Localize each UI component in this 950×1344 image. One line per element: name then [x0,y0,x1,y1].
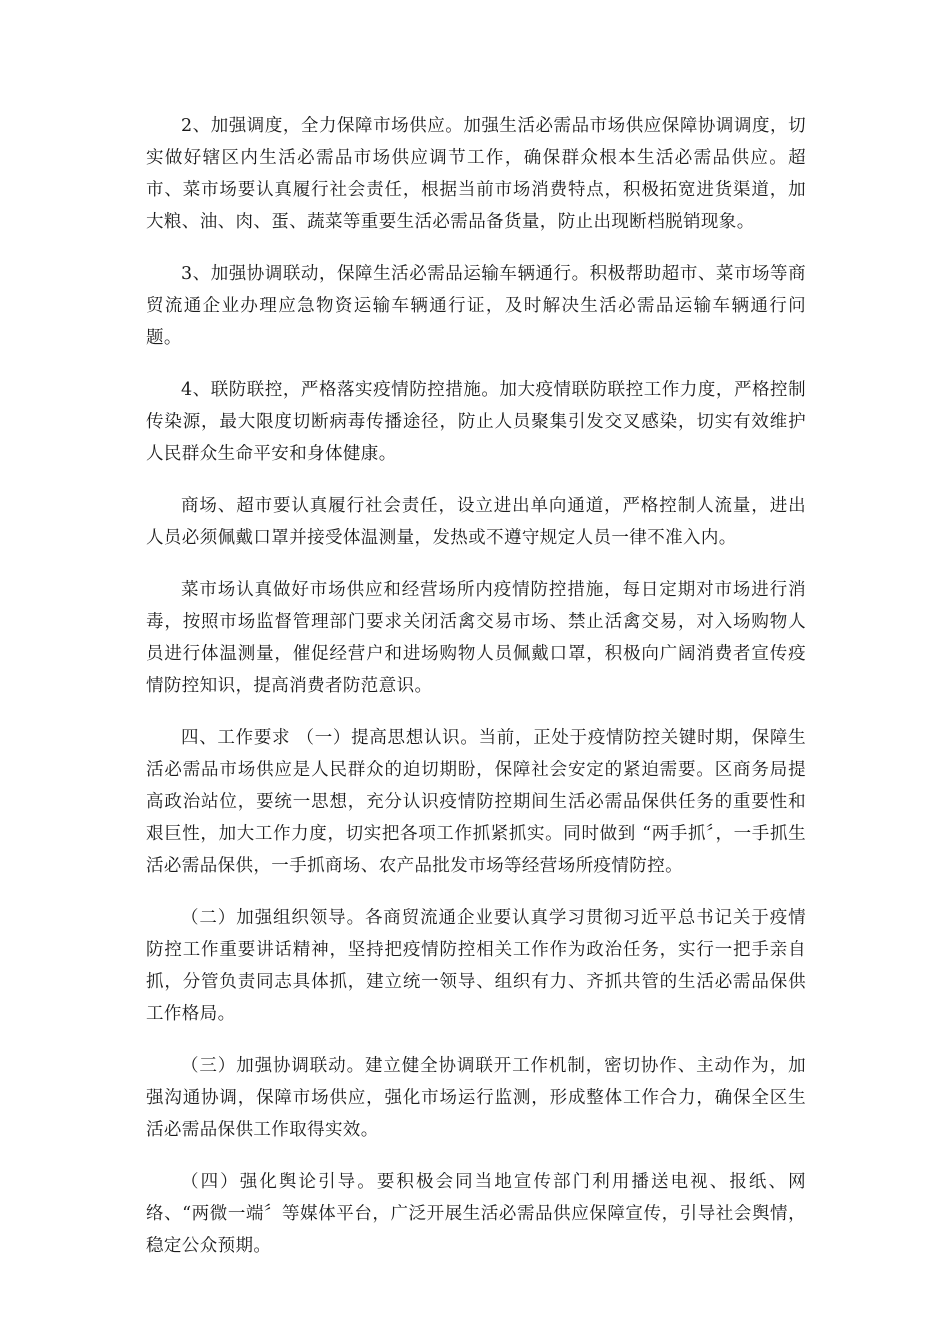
paragraph-organization-leadership: （二）加强组织领导。各商贸流通企业要认真学习贯彻习近平总书记关于疫情防控工作重要讲话精神，坚持把疫情防控相关工作作为政治任务，实行一把手亲自抓，分管负责同志具体抓，建立统一领导、组织有力、齐抓共管的生活必需品保供工作格局。 [146,908,806,1024]
paragraph-vegetable-markets: 菜市场认真做好市场供应和经营场所内疫情防控措施，每日定期对市场进行消毒，按照市场监督管理部门要求关闭活禽交易市场、禁止活禽交易，对入场购物人员进行体温测量，催促经营户和进场购物人员佩戴口罩，积极向广阔消费者宣传疫情防控知识，提高消费者防范意识。 [146,580,806,696]
paragraph-market-supply: 2、加强调度，全力保障市场供应。加强生活必需品市场供应保障协调调度，切实做好辖区内生活必需品市场供应调节工作，确保群众根本生活必需品供应。超市、菜市场要认真履行社会责任，根据当前市场消费特点，积极拓宽进货渠道，加大粮、油、肉、蛋、蔬菜等重要生活必需品备货量，防止出现断档脱销现象。 [146,116,806,232]
paragraph-coordination: （三）加强协调联动。建立健全协调联开工作机制，密切协作、主动作为，加强沟通协调，保障市场供应，强化市场运行监测，形成整体工作合力，确保全区生活必需品保供工作取得实效。 [146,1056,806,1140]
paragraph-public-opinion: （四）强化舆论引导。要积极会同当地宣传部门利用播送电视、报纸、网络、“两微一端〞等媒体平台，广泛开展生活必需品供应保障宣传，引导社会舆情，稳定公众预期。 [146,1172,806,1256]
paragraph-joint-prevention: 4、联防联控，严格落实疫情防控措施。加大疫情联防联控工作力度，严格控制传染源，最大限度切断病毒传播途径，防止人员聚集引发交叉感染，切实有效维护人民群众生命平安和身体健康。 [146,380,806,464]
paragraph-malls-supermarkets: 商场、超市要认真履行社会责任，设立进出单向通道，严格控制人流量，进出人员必须佩戴口罩并接受体温测量，发热或不遵守规定人员一律不准入内。 [146,496,806,548]
paragraph-work-requirements: 四、工作要求 （一）提高思想认识。当前，正处于疫情防控关键时期，保障生活必需品市场供应是人民群众的迫切期盼，保障社会安定的紧迫需要。区商务局提高政治站位，要统一思想，充分认识疫情防控期间生活必需品保供任务的重要性和艰巨性，加大工作力度，切实把各项工作抓紧抓实。同时做到 “两手抓〞，一手抓生活必需品保供，一手抓商场、农产品批发市场等经营场所疫情防控。 [146,728,806,876]
paragraph-transport-vehicles: 3、加强协调联动，保障生活必需品运输车辆通行。积极帮助超市、菜市场等商贸流通企业办理应急物资运输车辆通行证，及时解决生活必需品运输车辆通行问题。 [146,264,806,348]
document-body [146,110,806,1282]
